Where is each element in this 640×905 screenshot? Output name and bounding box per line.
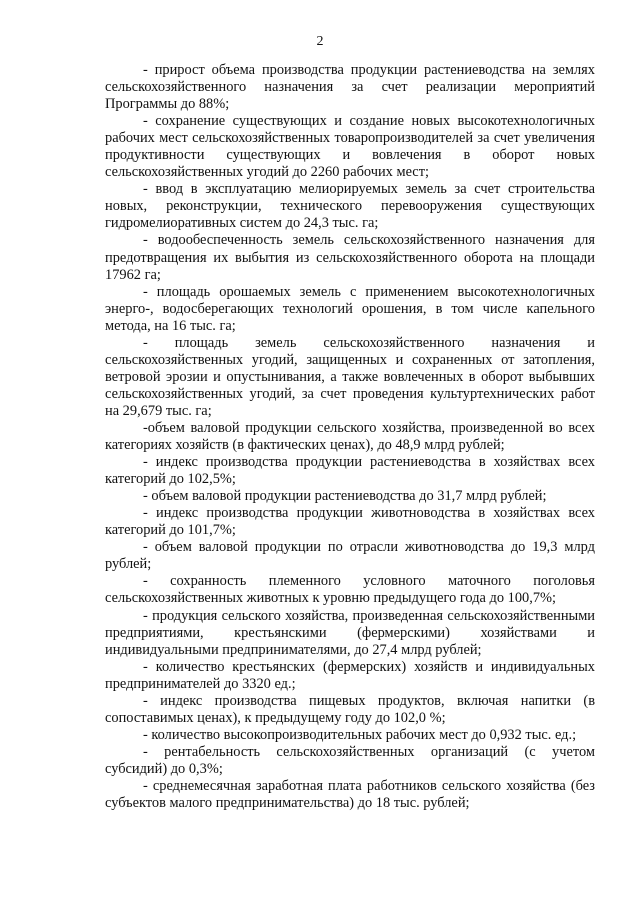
paragraph: - сохранность племенного условного маточного поголовья сельскохозяйственных животных к уровню предыдущего года до 100,7%; (105, 573, 595, 607)
paragraph: - количество высокопроизводительных рабочих мест до 0,932 тыс. ед.; (143, 726, 577, 743)
paragraph: - водообеспеченность земель сельскохозяйственного назначения для предотвращения их выбытия из сельскохозяйственного оборота на площади 17962 га; (105, 232, 595, 283)
paragraph: -объем валовой продукции сельского хозяйства, произведенной во всех категориях хозяйств (в фактических ценах), до 48,9 млрд рублей; (105, 419, 595, 454)
paragraph: - индекс производства продукции растениеводства в хозяйствах всех категорий до 102,5%; (105, 454, 595, 488)
paragraph: - индекс производства пищевых продуктов, включая напитки (в сопоставимых ценах), к предыдущему году до 102,0 %; (105, 692, 595, 726)
paragraph: - продукция сельского хозяйства, произведенная сельскохозяйственными предприятиями, крестьянскими (фермерскими) хозяйствами и индивидуальными предпринимателями, до 27,4 млрд рублей; (105, 607, 595, 658)
paragraph: - объем валовой продукции по отрасли животноводства до 19,3 млрд рублей; (105, 539, 595, 573)
paragraph: - площадь земель сельскохозяйственного назначения и сельскохозяйственных угодий, защищенных и сохраненных от затопления, ветровой эрозии и опустынивания, а также вовлеченных в оборот выбывших сельскохозяйственных угодий, за счет проведения культуртехнических работ на 29,679 тыс. га; (105, 334, 595, 419)
paragraph: - прирост объема производства продукции растениеводства на землях сельскохозяйственного назначения за счет реализации мероприятий Программы до 88%; (105, 62, 595, 113)
paragraph: - индекс производства продукции животноводства в хозяйствах всех категорий до 101,7%; (105, 505, 595, 539)
page-number: 2 (316, 34, 324, 49)
paragraph: - площадь орошаемых земель с применением высокотехнологичных энерго-, водосберегающих технологий орошения, в том числе капельного метода, на 16 тыс. га; (105, 283, 595, 334)
paragraph: - сохранение существующих и создание новых высокотехнологичных рабочих мест сельскохозяйственных товаропроизводителей за счет увеличения продуктивности существующих и вовлечения в оборот новых сельскохозяйственных угодий до 2260 рабочих мест; (105, 113, 595, 181)
paragraph: - среднемесячная заработная плата работников сельского хозяйства (без субъектов малого предпринимательства) до 18 тыс. рублей; (105, 777, 595, 812)
document-body (105, 62, 595, 812)
paragraph: - объем валовой продукции растениеводства до 31,7 млрд рублей; (143, 488, 547, 505)
paragraph: - ввод в эксплуатацию мелиорируемых земель за счет строительства новых, реконструкции, технического перевооружения существующих гидромелиоративных систем до 24,3 тыс. га; (105, 181, 595, 232)
paragraph: - рентабельность сельскохозяйственных организаций (с учетом субсидий) до 0,3%; (105, 743, 595, 777)
paragraph: - количество крестьянских (фермерских) хозяйств и индивидуальных предпринимателей до 3320 ед.; (105, 658, 595, 692)
